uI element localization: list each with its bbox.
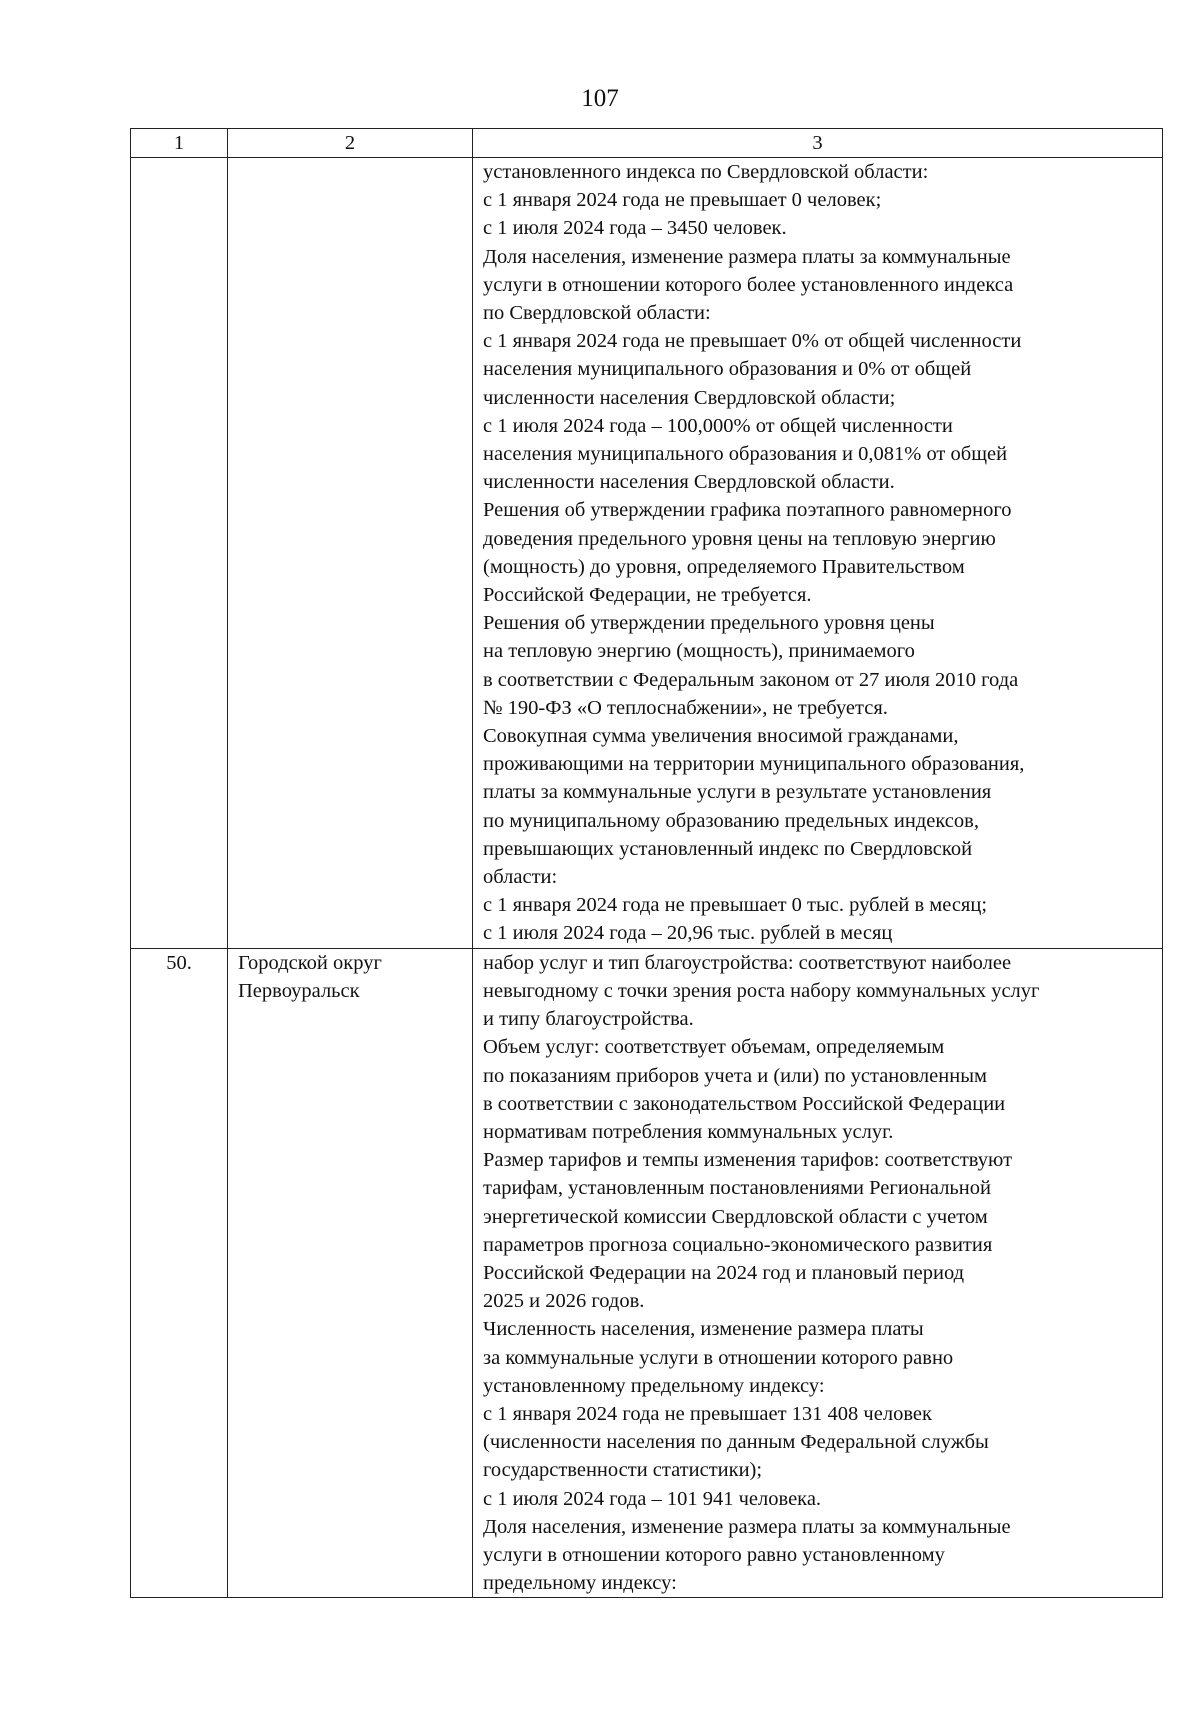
description-line: области:: [483, 866, 558, 889]
description-line: населения муниципального образования и 0% от общей: [483, 358, 972, 381]
description-line: с 1 января 2024 года не превышает 0% от общей численности: [483, 330, 1022, 353]
description-line: доведения предельного уровня цены на тепловую энергию: [483, 527, 996, 550]
description-line: с 1 июля 2024 года – 101 941 человека.: [483, 1487, 822, 1510]
description-line: за коммунальные услуги в отношении которого равно: [483, 1346, 954, 1369]
description-line: государственности статистики);: [483, 1459, 763, 1482]
description-cell: [473, 948, 1163, 1598]
description-line: населения муниципального образования и 0,081% от общей: [483, 443, 1008, 466]
description-line: Доля населения, изменение размера платы за коммунальные: [483, 1515, 1011, 1538]
description-line: Решения об утверждении графика поэтапного равномерного: [483, 499, 1012, 522]
description-line: 2025 и 2026 годов.: [483, 1290, 645, 1313]
description-line: превышающих установленный индекс по Свердловской: [483, 837, 973, 860]
description-line: Размер тарифов и темпы изменения тарифов: соответствуют: [483, 1149, 1013, 1172]
description-line: набор услуг и тип благоустройства: соответствуют наиболее: [483, 951, 1012, 974]
column-header-3: 3: [473, 129, 1163, 158]
municipality-name-line: Городской округ: [238, 951, 382, 974]
description-line: невыгодному с точки зрения роста набору коммунальных услуг: [483, 979, 1040, 1002]
description-line: установленному предельному индексу:: [483, 1374, 825, 1397]
description-line: Доля населения, изменение размера платы за коммунальные: [483, 245, 1011, 268]
description-line: с 1 января 2024 года не превышает 0 тыс. рублей в месяц;: [483, 894, 988, 917]
description-line: по муниципальному образованию предельных индексов,: [483, 809, 979, 832]
description-line: с 1 января 2024 года не превышает 0 человек;: [483, 189, 882, 212]
description-line: в соответствии с Федеральным законом от 27 июля 2010 года: [483, 668, 1019, 691]
description-line: на тепловую энергию (мощность), принимаемого: [483, 640, 915, 663]
municipality-name-line: Первоуральск: [238, 979, 360, 1002]
description-line: по показаниям приборов учета и (или) по установленным: [483, 1064, 987, 1087]
description-line: с 1 июля 2024 года – 3450 человек.: [483, 217, 787, 240]
page-number: 107: [581, 85, 619, 112]
municipality-name-cell: [228, 158, 473, 949]
description-line: Численность населения, изменение размера платы: [483, 1318, 924, 1341]
description-line: предельному индексу:: [483, 1572, 677, 1595]
description-line: нормативам потребления коммунальных услуг.: [483, 1120, 894, 1143]
description-line: и типу благоустройства.: [483, 1008, 694, 1031]
description-line: (численности населения по данным Федеральной службы: [483, 1431, 989, 1454]
row-number-cell: [131, 158, 228, 949]
description-line: параметров прогноза социально-экономического развития: [483, 1233, 993, 1256]
description-line: в соответствии с законодательством Российской Федерации: [483, 1092, 1006, 1115]
description-line: Решения об утверждении предельного уровня цены: [483, 612, 935, 635]
description-line: установленного индекса по Свердловской области:: [483, 161, 929, 183]
description-line: услуги в отношении которого равно установленному: [483, 1543, 945, 1566]
description-line: численности населения Свердловской области.: [483, 471, 895, 494]
document-table: [130, 128, 1163, 1598]
description-line: Российской Федерации на 2024 год и плановый период: [483, 1261, 965, 1284]
description-line: с 1 июля 2024 года – 20,96 тыс. рублей в месяц: [483, 922, 893, 945]
description-line: платы за коммунальные услуги в результате установления: [483, 781, 992, 804]
description-line: численности населения Свердловской области;: [483, 386, 896, 409]
row-number-cell: 50.: [131, 948, 228, 1598]
municipality-name-cell: [228, 948, 473, 1598]
description-line: Объем услуг: соответствует объемам, определяемым: [483, 1036, 945, 1059]
description-line: № 190-ФЗ «О теплоснабжении», не требуется.: [483, 696, 888, 719]
description-line: проживающими на территории муниципального образования,: [483, 753, 1025, 776]
column-header-1: 1: [131, 129, 228, 158]
description-line: с 1 июля 2024 года – 100,000% от общей численности: [483, 414, 953, 437]
table-row: [131, 948, 1163, 1598]
description-line: по Свердловской области:: [483, 302, 711, 325]
description-line: Совокупная сумма увеличения вносимой гражданами,: [483, 725, 959, 748]
description-line: энергетической комиссии Свердловской области с учетом: [483, 1205, 988, 1228]
description-line: тарифам, установленным постановлениями Региональной: [483, 1177, 991, 1200]
description-cell: [473, 158, 1163, 949]
table-body: [131, 129, 1163, 1598]
table-row: [131, 158, 1163, 949]
description-line: (мощность) до уровня, определяемого Правительством: [483, 555, 965, 578]
table-header-row: [131, 129, 1163, 158]
description-line: услуги в отношении которого более установленного индекса: [483, 273, 1014, 296]
description-line: Российской Федерации, не требуется.: [483, 584, 812, 607]
description-line: с 1 января 2024 года не превышает 131 408 человек: [483, 1402, 932, 1425]
column-header-2: 2: [228, 129, 473, 158]
